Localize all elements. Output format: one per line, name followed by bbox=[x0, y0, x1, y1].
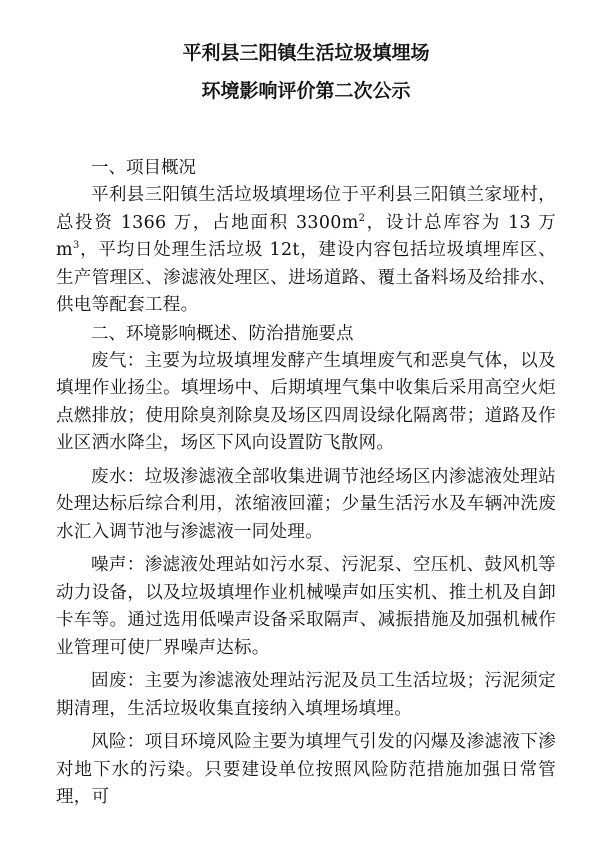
paragraph-exhaust-gas: 废气：主要为垃圾填埋发酵产生填埋废气和恶臭气体，以及填埋作业扬尘。填埋场中、后期填埋气集中收集后采用高空火炬点燃排放；使用除臭剂除臭及场区四周设绿化隔离带；道路及作业区洒水降尘，场区下风向设置防飞散网。 bbox=[56, 350, 556, 453]
document-title-line-1: 平利县三阳镇生活垃圾填埋场 bbox=[182, 42, 430, 64]
overview-text-part-1: 平利县三阳镇生活垃圾填埋场位于平利县三阳镇兰家垭村，总投资 1366 万，占地面积 3300m bbox=[56, 185, 556, 233]
project-overview-paragraph bbox=[56, 182, 556, 320]
volume-unit-superscript: 3 bbox=[72, 240, 80, 252]
section-heading-environmental-impact: 二、环境影响概述、防治措施要点 bbox=[91, 323, 354, 344]
overview-text-part-2: ，设计总库容为 13 万 m bbox=[56, 212, 557, 260]
paragraph-risk: 风险：项目环境风险主要为填埋气引发的闪爆及渗滤液下渗对地下水的污染。只要建设单位按照风险防范措施加强日常管理，可 bbox=[56, 732, 556, 807]
area-unit-superscript: 2 bbox=[358, 212, 366, 224]
section-heading-project-overview: 一、项目概况 bbox=[91, 158, 196, 178]
paragraph-wastewater: 废水：垃圾渗滤液全部收集进调节池经场区内渗滤液处理站处理达标后综合利用，浓缩液回灌；少量生活污水及车辆冲洗废水汇入调节池与渗滤液一同处理。 bbox=[56, 466, 556, 542]
paragraph-noise: 噪声：渗滤液处理站如污水泵、污泥泵、空压机、鼓风机等动力设备，以及垃圾填埋作业机械噪声如压实机、推土机及自卸卡车等。通过选用低噪声设备采取隔声、减振措施及加强机械作业管理可使厂界噪声达标。 bbox=[56, 555, 556, 658]
document-title-line-2: 环境影响评价第二次公示 bbox=[201, 80, 411, 102]
overview-text-part-3: ，平均日处理生活垃圾 12t，建设内容包括垃圾填埋库区、生产管理区、渗滤液处理区、进场道路、覆土备料场及给排水、供电等配套工程。 bbox=[56, 240, 556, 315]
paragraph-solid-waste: 固废：主要为渗滤液处理站污泥及员工生活垃圾；污泥须定期清理，生活垃圾收集直接纳入填埋场填埋。 bbox=[56, 671, 556, 719]
